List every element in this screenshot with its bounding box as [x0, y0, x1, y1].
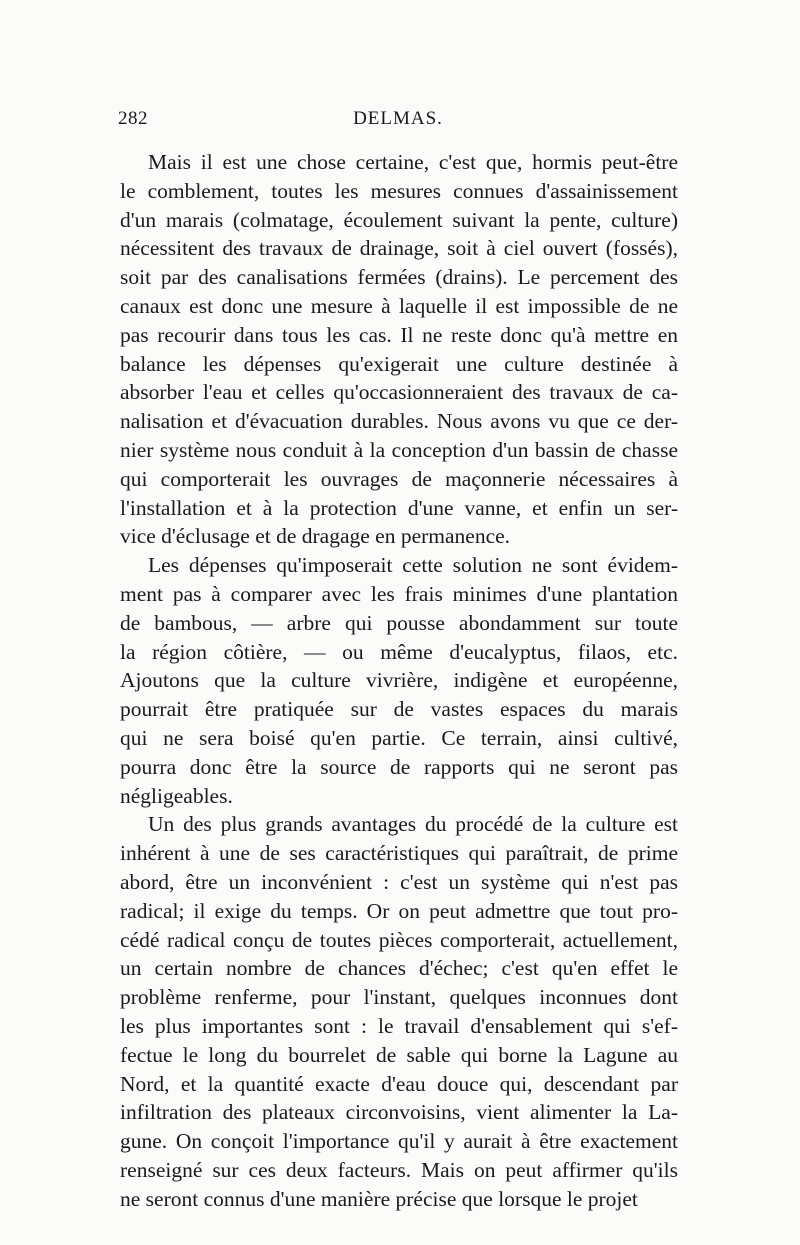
text-line: soit par des canalisations fermées (drains). Le percement des: [120, 265, 678, 290]
text-line: négligeables.: [120, 783, 233, 808]
text-line: Mais il est une chose certaine, c'est que, hormis peut-être: [148, 150, 678, 174]
text-line: Un des plus grands avantages du procédé de la culture est: [148, 812, 678, 837]
text-line: pas recourir dans tous les cas. Il ne reste donc qu'à mettre en: [120, 322, 678, 347]
text-line: ment pas à comparer avec les frais minimes d'une plantation: [120, 581, 678, 606]
text-line: nalisation et d'évacuation durables. Nous avons vu que ce der-: [120, 409, 678, 434]
text-line: abord, être un inconvénient : c'est un système qui n'est pas: [120, 869, 678, 894]
text-line: un certain nombre de chances d'échec; c'est qu'en effet le: [120, 956, 678, 981]
text-line: le comblement, toutes les mesures connues d'assainissement: [120, 178, 678, 203]
text-line: canaux est donc une mesure à laquelle il est impossible de ne: [120, 293, 678, 318]
paragraph: [120, 551, 678, 810]
text-line: absorber l'eau et celles qu'occasionneraient des travaux de ca-: [120, 380, 678, 405]
text-line: vice d'éclusage et de dragage en permanence.: [120, 524, 511, 549]
page-number: 282: [118, 108, 148, 129]
text-line: Les dépenses qu'imposerait cette solution ne sont évidem-: [148, 553, 678, 578]
text-line: radical; il exige du temps. Or on peut admettre que tout pro-: [120, 898, 678, 923]
paragraph: [120, 148, 678, 551]
text-line: balance les dépenses qu'exigerait une culture destinée à: [120, 351, 678, 376]
text-line: d'un marais (colmatage, écoulement suivant la pente, culture): [120, 207, 678, 232]
running-head: [118, 108, 678, 138]
text-line: pourrait être pratiquée sur de vastes espaces du marais: [120, 697, 678, 722]
text-line: les plus importantes sont : le travail d'ensablement qui s'ef-: [120, 1013, 678, 1038]
text-line: de bambous, — arbre qui pousse abondamment sur toute: [120, 610, 678, 635]
header-title: DELMAS.: [353, 108, 443, 129]
text-line: Nord, et la quantité exacte d'eau douce qui, descendant par: [120, 1071, 678, 1096]
text-line: fectue le long du bourrelet de sable qui borne la Lagune au: [120, 1042, 678, 1067]
text-line: qui comporterait les ouvrages de maçonnerie nécessaires à: [120, 466, 678, 491]
text-line: l'installation et à la protection d'une vanne, et enfin un ser-: [120, 495, 678, 520]
paragraph: [120, 810, 678, 1213]
text-line: Ajoutons que la culture vivrière, indigène et européenne,: [120, 668, 678, 693]
text-line: nécessitent des travaux de drainage, soit à ciel ouvert (fossés),: [120, 236, 678, 261]
text-line: pourra donc être la source de rapports qui ne seront pas: [120, 754, 678, 779]
text-line: ne seront connus d'une manière précise que lorsque le projet: [120, 1186, 638, 1211]
text-line: infiltration des plateaux circonvoisins, vient alimenter la La-: [120, 1100, 678, 1125]
text-line: nier système nous conduit à la conception d'un bassin de chasse: [120, 437, 678, 462]
text-line: renseigné sur ces deux facteurs. Mais on peut affirmer qu'ils: [120, 1157, 678, 1182]
text-line: cédé radical conçu de toutes pièces comporterait, actuellement,: [120, 927, 678, 952]
text-line: inhérent à une de ses caractéristiques qui paraîtrait, de prime: [120, 841, 678, 866]
text-line: la région côtière, — ou même d'eucalyptus, filaos, etc.: [120, 639, 678, 664]
text-line: gune. On conçoit l'importance qu'il y aurait à être exactement: [120, 1129, 678, 1154]
text-line: problème renferme, pour l'instant, quelques inconnues dont: [120, 985, 678, 1010]
body-text: [120, 148, 678, 1213]
text-line: qui ne sera boisé qu'en partie. Ce terrain, ainsi cultivé,: [120, 725, 678, 750]
